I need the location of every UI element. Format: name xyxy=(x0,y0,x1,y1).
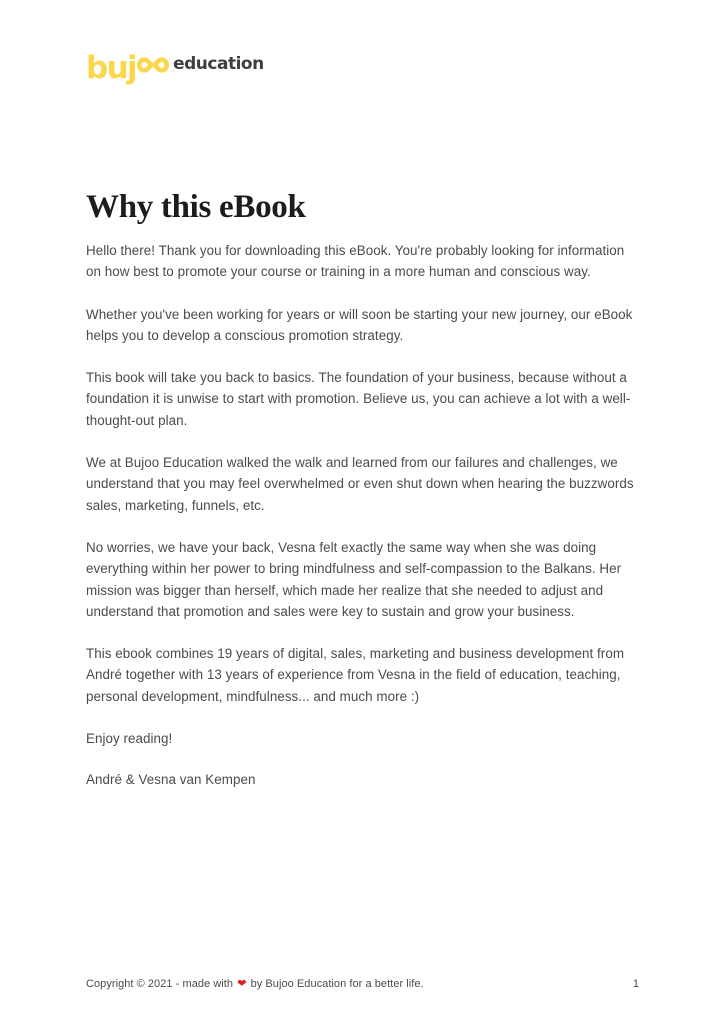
paragraph: This ebook combines 19 years of digital, sales, marketing and business development from André together with 13 years of experience from Vesna in the field of education, teaching, personal development, mindfulness... and much more :) xyxy=(86,646,625,704)
body-copy xyxy=(86,240,638,791)
signature: André & Vesna van Kempen xyxy=(86,772,256,788)
logo-suffix: education xyxy=(173,54,264,74)
paragraph: Whether you've been working for years or will soon be starting your new journey, our eBook helps you to develop a conscious promotion strategy. xyxy=(86,306,633,343)
copyright-notice xyxy=(86,977,424,991)
paragraph: This book will take you back to basics. The foundation of your business, because without a foundation it is unwise to start with promotion. Believe us, you can achieve a lot with a well-thought-out plan. xyxy=(86,370,631,428)
logo-mark xyxy=(86,47,172,86)
copyright-text-after: by Bujoo Education for a better life. xyxy=(247,978,424,990)
page-number: 1 xyxy=(632,978,639,990)
bujoo-education-logo xyxy=(86,46,264,84)
copyright-text-before: Copyright © 2021 - made with xyxy=(86,978,237,990)
closing-line: Enjoy reading! xyxy=(86,731,173,747)
paragraph: No worries, we have your back, Vesna felt exactly the same way when she was doing everything within her power to bring mindfulness and self-compassion to the Balkans. Her mission was bigger than herself, which made her realize that she needed to adjust and understand that promotion and sales were key to sustain and grow your business. xyxy=(86,539,622,619)
logo-brand-word: buj xyxy=(86,50,137,86)
page-footer xyxy=(86,977,639,991)
page-title: Why this eBook xyxy=(86,189,306,225)
paragraph: We at Bujoo Education walked the walk and learned from our failures and challenges, we understand that you may feel overwhelmed or even shut down when hearing the buzzwords sales, marketing, funnels, etc. xyxy=(86,455,634,513)
paragraph: Hello there! Thank you for downloading this eBook. You're probably looking for information on how best to promote your course or training in a more human and conscious way. xyxy=(86,243,625,280)
infinity-icon xyxy=(134,50,172,80)
heart-icon: ❤ xyxy=(237,978,247,990)
